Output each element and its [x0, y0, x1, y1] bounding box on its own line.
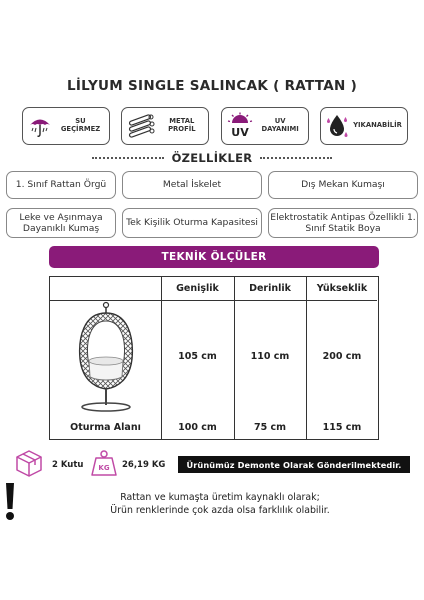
feature-label: YIKANABİLİR — [353, 121, 402, 130]
header-height: Yükseklik — [316, 283, 368, 294]
uv-sun-icon — [226, 112, 254, 140]
seat-width: 100 cm — [178, 422, 217, 433]
feature-washable — [320, 107, 408, 145]
feature-metal-profile — [121, 107, 209, 145]
warning-line-1: Rattan ve kumaşta üretim kaynaklı olarak; — [120, 492, 320, 503]
warning-line-2: Ürün renklerinde çok azda olsa farklılık olabilir. — [110, 504, 330, 516]
property-box: 1. Sınıf Rattan Örgü — [6, 171, 116, 199]
metal-pipes-icon — [126, 113, 156, 139]
umbrella-rain-icon — [27, 113, 53, 139]
weight-badge-text: KG — [98, 464, 110, 472]
box-count: 2 Kutu — [52, 460, 84, 470]
feature-label: SU GEÇİRMEZ — [60, 117, 101, 133]
value-depth: 110 cm — [250, 351, 290, 362]
seat-height: 115 cm — [322, 422, 362, 433]
header-depth: Derinlik — [249, 283, 291, 294]
swing-chair-image — [58, 301, 154, 417]
dotted-divider — [260, 157, 332, 159]
feature-row — [22, 107, 408, 145]
ozellikler-heading — [0, 150, 424, 166]
tech-heading: TEKNİK ÖLÇÜLER — [49, 246, 379, 268]
svg-text:UV: UV — [230, 126, 249, 139]
value-width: 105 cm — [178, 351, 217, 362]
page-title: LİLYUM SINGLE SALINCAK ( RATTAN ) — [66, 78, 358, 94]
water-drop-icon — [325, 113, 349, 139]
properties-row — [6, 171, 418, 199]
box-icon — [14, 448, 44, 478]
weight-icon — [90, 449, 118, 477]
property-box: Tek Kişilik Oturma Kapasitesi — [122, 208, 262, 238]
feature-waterproof — [22, 107, 110, 145]
seat-depth: 75 cm — [253, 422, 287, 433]
ozellikler-title: ÖZELLİKLER — [171, 151, 253, 165]
dotted-divider — [92, 157, 164, 159]
demonte-notice: Ürünümüz Demonte Olarak Gönderilmektedir. — [178, 456, 410, 473]
package-info-row — [8, 448, 416, 478]
properties-row — [6, 208, 418, 238]
properties-grid — [6, 171, 418, 247]
value-height: 200 cm — [322, 351, 362, 362]
seat-area-label: Oturma Alanı — [70, 422, 141, 433]
package-weight: 26,19 KG — [122, 460, 166, 470]
property-box: Metal İskelet — [122, 171, 262, 199]
feature-label: METAL PROFİL — [168, 117, 196, 133]
warning-note — [0, 482, 424, 522]
exclamation-icon — [2, 482, 18, 522]
feature-label: UV DAYANIMI — [261, 117, 299, 133]
property-box: Elektrostatik Antipas Özellikli 1. Sınıf Statik Boya — [268, 208, 418, 238]
tech-table — [49, 276, 379, 440]
warning-text — [70, 492, 370, 517]
header-width: Genişlik — [176, 283, 219, 294]
feature-uv — [221, 107, 309, 145]
property-box: Dış Mekan Kumaşı — [268, 171, 418, 199]
property-box: Leke ve Aşınmaya Dayanıklı Kumaş — [6, 208, 116, 238]
